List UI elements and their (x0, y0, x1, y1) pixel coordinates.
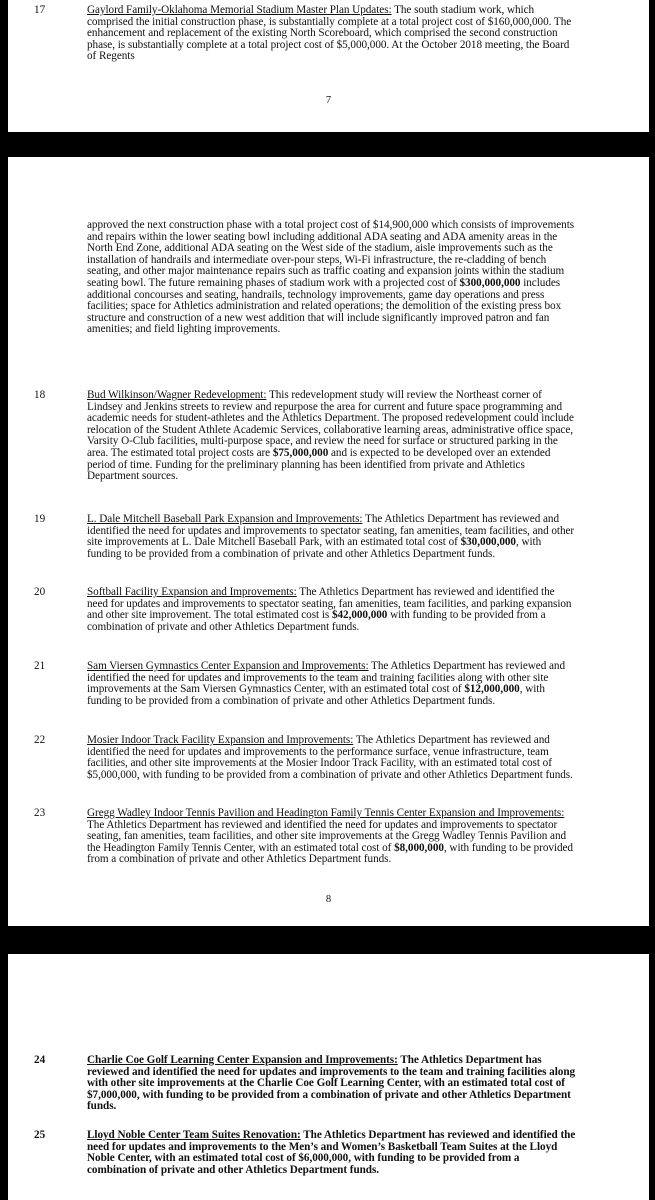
page-7 (8, 0, 649, 132)
item-text: The Athletics Department has reviewed and identified the need for updates and improvements to spectator seating, fan amenities, team facilities, and other site improvements at the Gregg Wadley Tennis Pavilion and the Headington Family Tennis Center, with an estimated total cost of (87, 818, 567, 854)
continuation-17 (87, 220, 577, 336)
item-number: 21 (34, 660, 46, 672)
item-text: with funding to be provided from a combination of private and other Athletics Department funds. (87, 609, 546, 633)
item-number: 22 (34, 734, 46, 746)
item-text: and is expected to be developed over an extended period of time. Funding for the preliminary planning has been identified from private and Athletics Department sources. (87, 446, 551, 483)
item-text: , with funding to be provided from a combination of private and other Athletics Department funds. (87, 683, 545, 707)
item-18 (34, 389, 577, 483)
item-text: The Athletics Department has reviewed and identified the need for updates and improvements to the performance surface, venue infrastructure, team facilities, and other site improvements at the Mosier Indoor Track Facility, with an estimated total cost of $5,000,000, with funding to be provided from a combination of private and other Athletics Department funds. (87, 734, 573, 781)
item-title: Gregg Wadley Indoor Tennis Pavilion and Headington Family Tennis Center Expansion and Improvements: (87, 807, 565, 819)
item-text: This redevelopment study will review the Northeast corner of Lindsey and Jenkins streets to review and repurpose the area for current and future space programming and academic needs for student-athletes and the Athletics Department. The proposed redevelopment could include relocation of the Student Athlete Academic Services, collaborative learning areas, administrative office space, Varsity O-Club facilities, multi-purpose space, and review the need for surface or structured parking in the area. The estimated total project costs are (87, 389, 574, 459)
item-number: 23 (34, 807, 46, 819)
item-21 (34, 660, 577, 707)
item-text: The Athletics Department has reviewed and identified the need for updates and improvements to the team and training facilities along with other site improvements at the Charlie Coe Golf Learning Center, with an estimated total cost of $7,000,000, with funding to be provided from a combination of private and other Athletics Department funds. (87, 1054, 576, 1113)
item-22 (34, 734, 577, 781)
item-title: Bud Wilkinson/Wagner Redevelopment: (87, 389, 267, 401)
amount: $300,000,000 (459, 276, 521, 289)
item-title: Mosier Indoor Track Facility Expansion and Improvements: (87, 734, 354, 746)
item-19 (34, 513, 577, 560)
continuation-text: includes additional concourses and seating, handrails, technology improvements, game day operations and press facilities; space for Athletics administration and related operations; the demolition of the existing press box structure and construction of a new west addition that will include significantly improved patron and fan amenities; and field lighting improvements. (87, 276, 562, 336)
amount: $75,000,000 (272, 446, 329, 459)
item-20 (34, 586, 577, 633)
item-24 (34, 1054, 577, 1113)
item-number: 18 (34, 389, 46, 401)
amount: $8,000,000 (394, 841, 444, 854)
item-text: , with funding to be provided from a combination of private and other Athletics Department funds. (87, 841, 573, 866)
item-text: The Athletics Department has reviewed and identified the need for updates and improvements to spectator seating, fan amenities, team facilities, and parking expansion and other site improvement. The total estimated cost is (87, 586, 572, 622)
item-title: Sam Viersen Gymnastics Center Expansion and Improvements: (87, 660, 369, 672)
item-title: Gaylord Family-Oklahoma Memorial Stadium Master Plan Updates: (87, 4, 392, 16)
item-number: 25 (34, 1129, 46, 1141)
item-text: The Athletics Department has reviewed and identified the need for updates and improvements to spectator seating, fan amenities, team facilities, and other site improvements at L. Dale Mitchell Baseball Park, with an estimated total cost of (87, 513, 575, 549)
amount: $42,000,000 (331, 609, 388, 622)
page-8 (8, 157, 649, 926)
page-number: 8 (325, 894, 332, 905)
item-23 (34, 807, 577, 866)
item-title: Softball Facility Expansion and Improvements: (87, 586, 297, 598)
item-number: 19 (34, 513, 46, 525)
item-number: 20 (34, 586, 46, 598)
item-title: Charlie Coe Golf Learning Center Expansion and Improvements: (87, 1054, 398, 1066)
page-number: 7 (325, 95, 332, 106)
page-9 (8, 954, 649, 1200)
item-text: , with funding to be provided from a combination of private and other Athletics Department funds. (87, 536, 542, 560)
item-text: The Athletics Department has reviewed and identified the need for updates and improvements to the Men’s and Women’s Basketball Team Suites at the Lloyd Noble Center, with an estimated total cost of $6,000,000, with funding to be provided from a combination of private and other Athletics Department funds. (87, 1129, 576, 1176)
item-title: Lloyd Noble Center Team Suites Renovation: (87, 1129, 301, 1141)
continuation-text: approved the next construction phase with a total project cost of $14,900,000 which consists of improvements and repairs within the lower seating bowl including additional ADA seating and ADA amenity areas in the North End Zone, additional ADA seating on the West side of the stadium, aisle improvements such as the installation of handrails and intermediate over-pour steps, Wi-Fi infrastructure, the re-cladding of bench seating, and other major maintenance repairs such as traffic coating and expansion joints within the stadium seating bowl. The future remaining phases of stadium work with a projected cost of (87, 219, 575, 289)
item-25 (34, 1129, 577, 1176)
item-title: L. Dale Mitchell Baseball Park Expansion and Improvements: (87, 513, 363, 525)
amount: $12,000,000 (464, 683, 520, 696)
item-number: 24 (34, 1054, 46, 1066)
item-number: 17 (34, 4, 46, 16)
item-text: The south stadium work, which comprised the initial construction phase, is substantially complete at a total project cost of $160,000,000. The enhancement and replacement of the existing North Scoreboard, which comprised the second construction phase, is substantially complete at a total project cost of $5,000,000. At the October 2018 meeting, the Board of Regents (87, 4, 572, 63)
item-text: The Athletics Department has reviewed and identified the need for updates and improvements to the team and training facilities along with other site improvements at the Sam Viersen Gymnastics Center, with an estimated total cost of (87, 660, 566, 696)
amount: $30,000,000 (460, 536, 516, 549)
item-17 (34, 4, 577, 63)
